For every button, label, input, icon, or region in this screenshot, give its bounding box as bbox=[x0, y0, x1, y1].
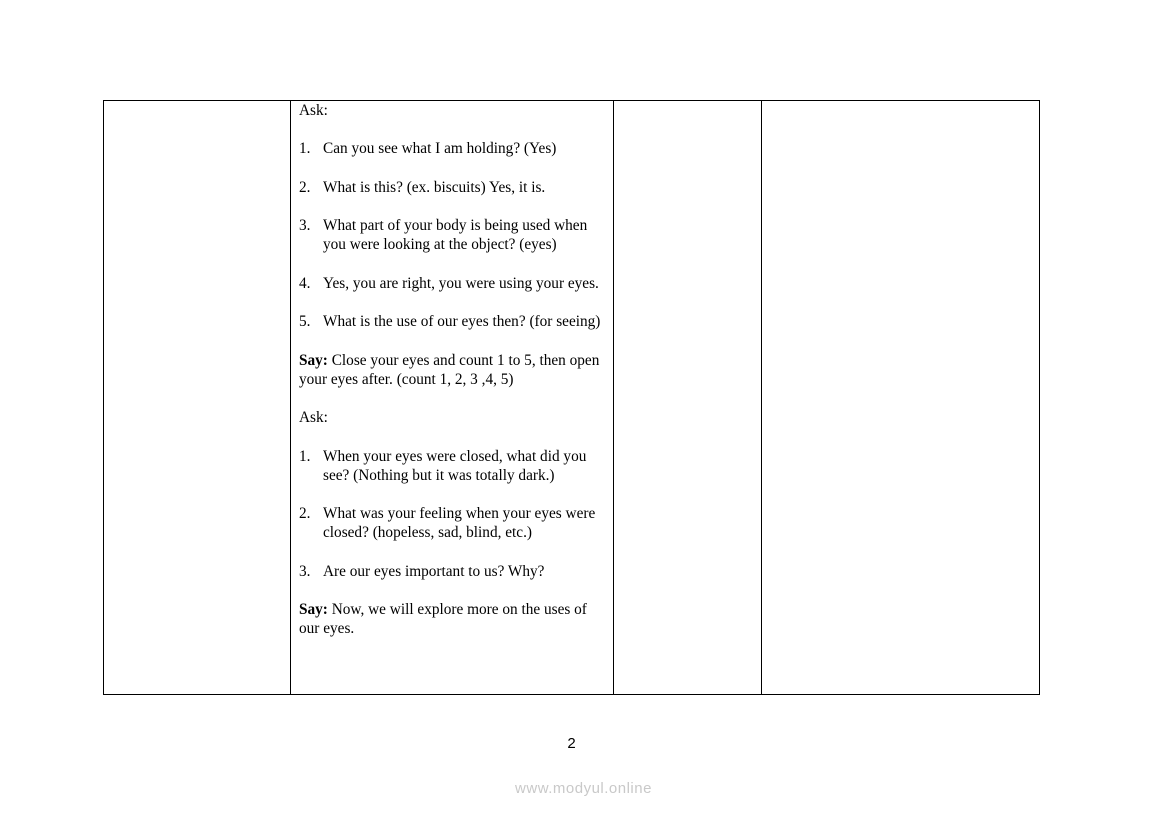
lesson-table bbox=[103, 100, 1040, 695]
table-cell-empty-middle bbox=[614, 101, 762, 695]
say-text: Close your eyes and count 1 to 5, then open your eyes after. (count 1, 2, 3 ,4, 5) bbox=[299, 351, 600, 388]
list-item: 2. What was your feeling when your eyes were closed? (hopeless, sad, blind, etc.) bbox=[299, 505, 596, 542]
list-item: 3. Are our eyes important to us? Why? bbox=[299, 562, 545, 580]
table-cell-empty-right bbox=[762, 101, 1040, 695]
table-row bbox=[104, 101, 1040, 695]
watermark: www.modyul.online bbox=[515, 780, 652, 797]
list-item: 1. When your eyes were closed, what did you see? (Nothing but it was totally dark.) bbox=[299, 447, 587, 484]
list-item: 1. Can you see what I am holding? (Yes) bbox=[299, 140, 557, 158]
list-item: 4. Yes, you are right, you were using your eyes. bbox=[299, 274, 599, 292]
say-text: Now, we will explore more on the uses of our eyes. bbox=[299, 601, 587, 638]
list-item: 2. What is this? (ex. biscuits) Yes, it is. bbox=[299, 178, 546, 196]
procedure-content bbox=[291, 101, 613, 639]
list-item: 5. What is the use of our eyes then? (for seeing) bbox=[299, 313, 601, 331]
list-item: 3. What part of your body is being used when you were looking at the object? (eyes) bbox=[299, 217, 588, 254]
table-cell-procedure bbox=[291, 101, 614, 695]
ask-label: Ask: bbox=[299, 102, 328, 119]
say-label: Say: bbox=[299, 601, 328, 619]
say-instruction bbox=[299, 600, 607, 638]
ask-label: Ask: bbox=[299, 409, 328, 427]
say-instruction bbox=[299, 351, 607, 389]
page-number: 2 bbox=[567, 735, 576, 752]
say-label: Say: bbox=[299, 351, 328, 369]
table-cell-empty-left bbox=[104, 101, 291, 695]
